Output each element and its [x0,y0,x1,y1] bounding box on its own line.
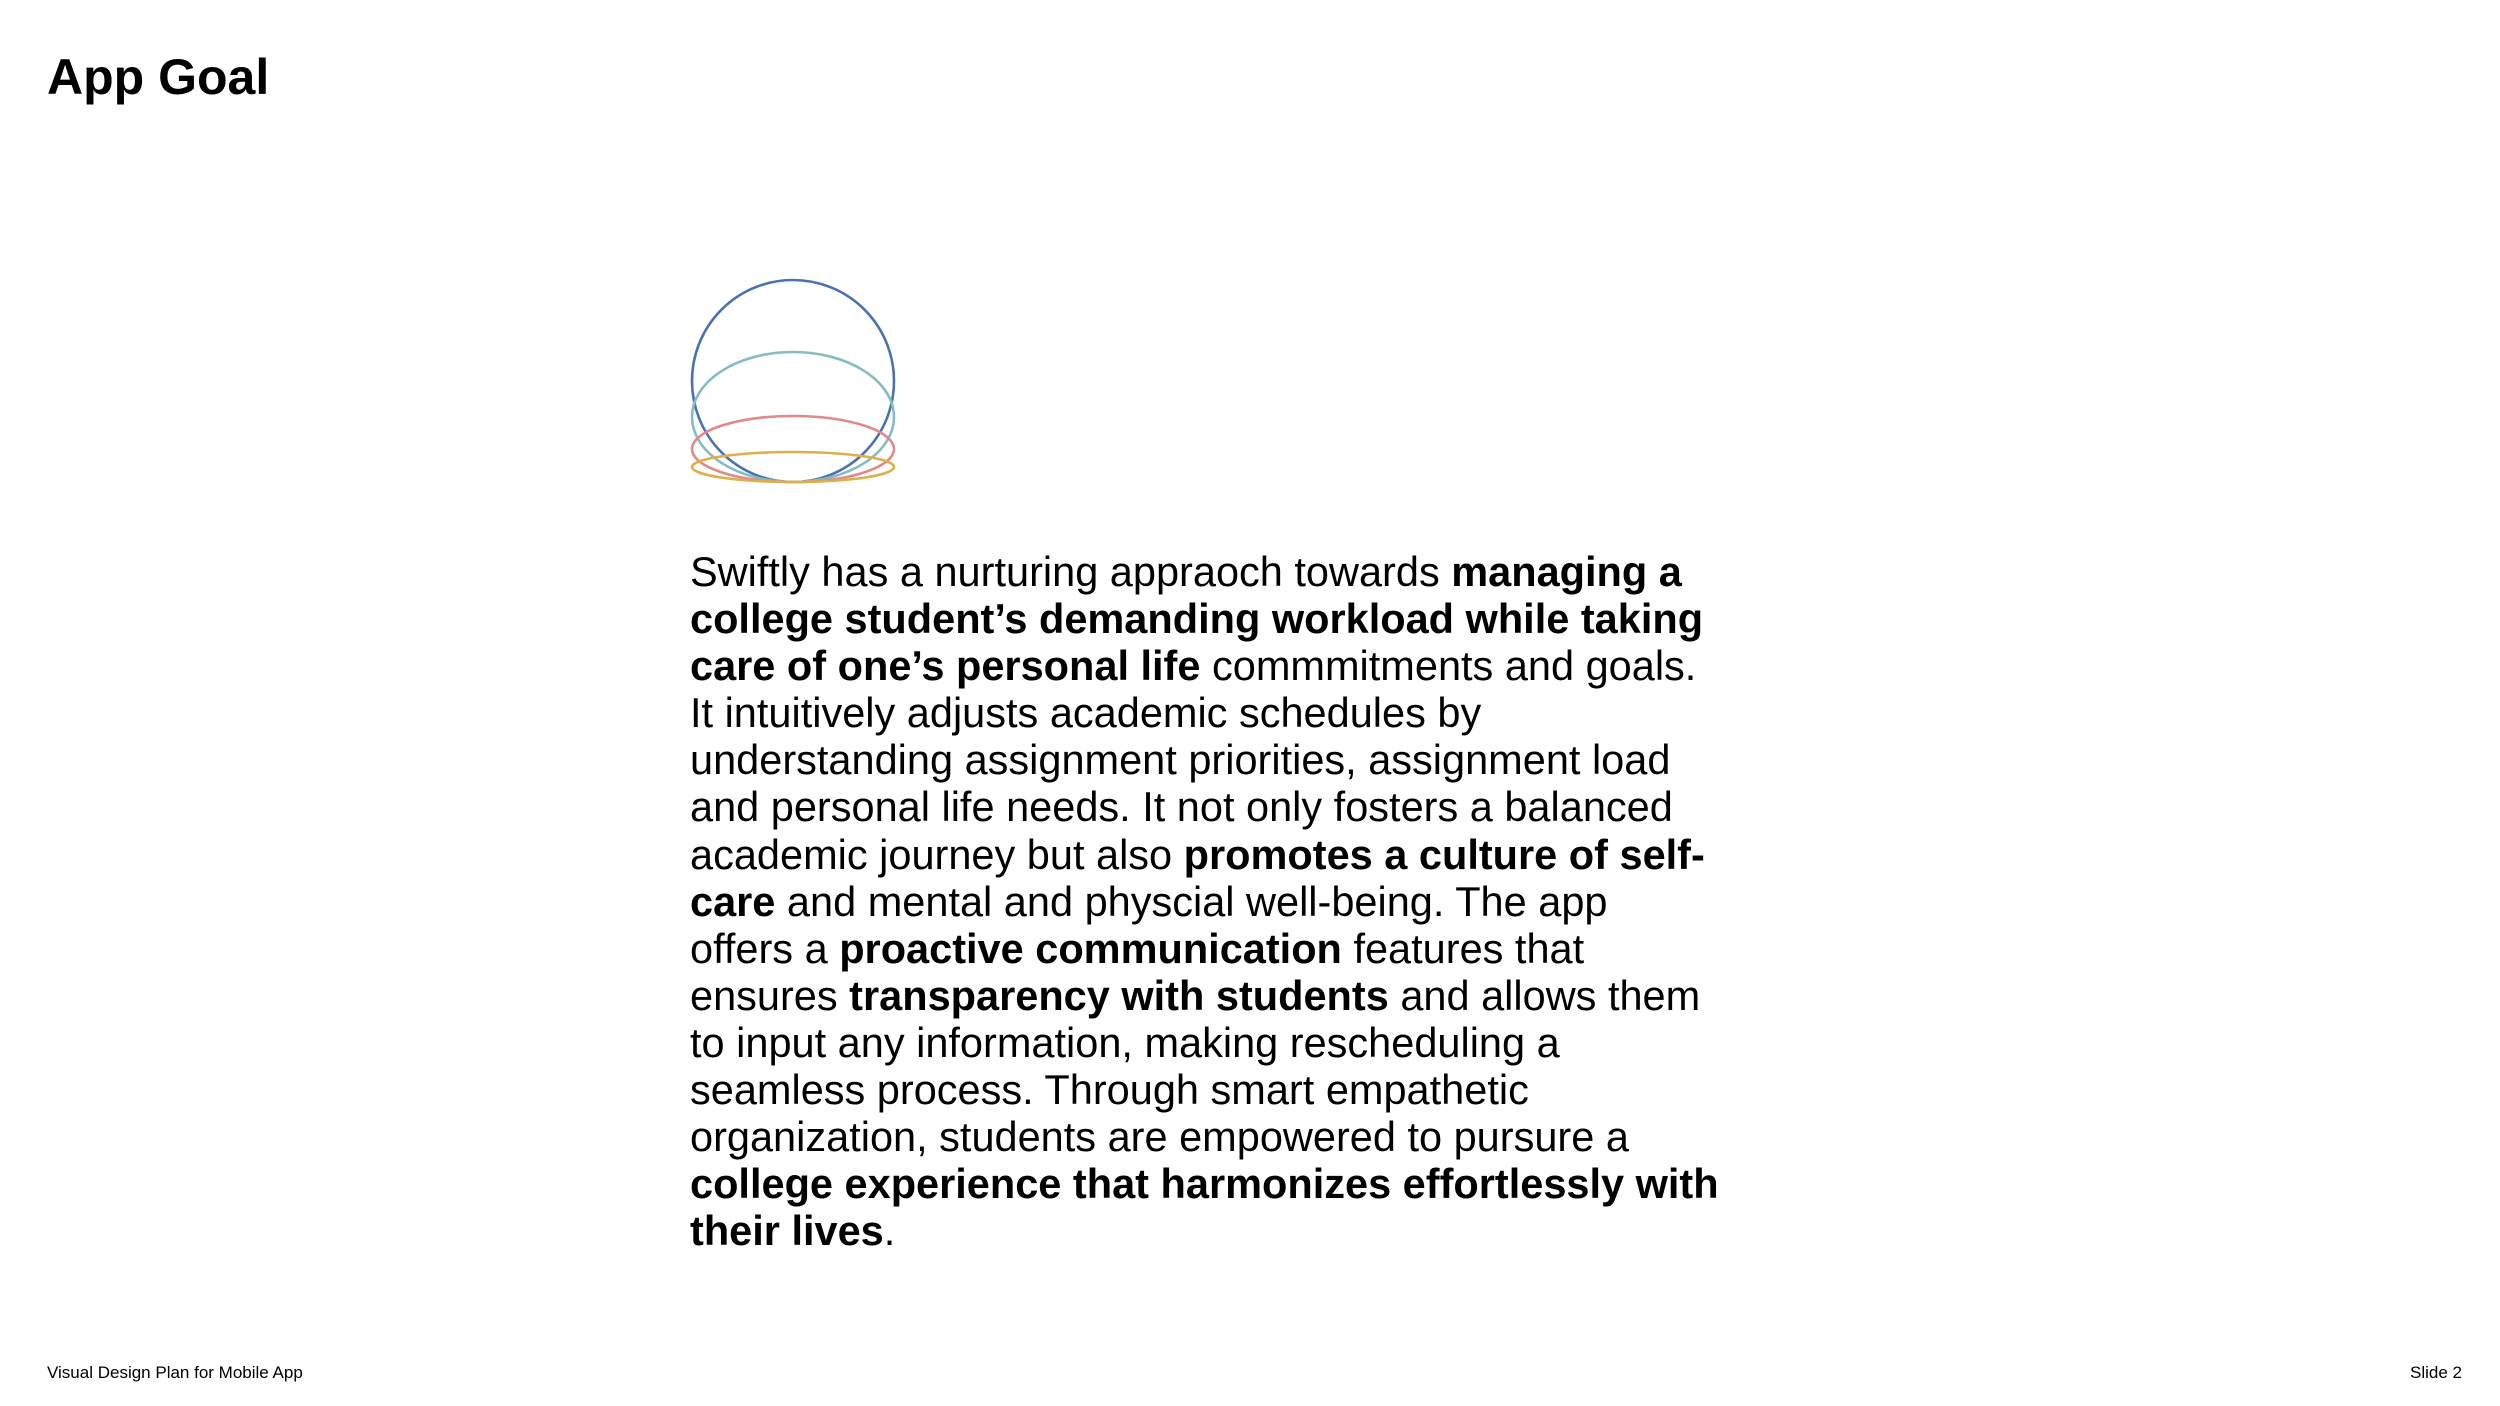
footer-slide-number: Slide 2 [2410,1363,2462,1382]
concentric-ellipses-logo-icon [688,278,898,488]
app-goal-paragraph [690,548,1720,1254]
footer-presentation-title: Visual Design Plan for Mobile App [47,1363,303,1382]
text-segment: features that ensures [690,924,1585,1019]
text-segment: Swiftly has a nurturing appraoch towards [690,548,1452,595]
text-segment: and mental and physcial well-being. The app offers a [690,877,1608,972]
text-segment-emphasis: transparency with students [849,971,1389,1019]
text-segment-emphasis: proactive communication [839,924,1342,972]
text-segment: and allows them to input any information, making rescheduling a seamless process. Through smart empathetic organization, students are empowered to pursure a [690,971,1701,1161]
text-segment: . [883,1207,896,1255]
logo-ellipse-gold [692,452,894,482]
logo-ellipse-pink [692,416,894,482]
text-segment: commmitments and goals. It intuitively adjusts academic schedules by understanding assignment priorities, assignment load and personal life needs. It not only fosters a balanced academic journey but also [690,642,1697,878]
slide-title: App Goal [47,49,270,105]
text-segment-emphasis: college experience that harmonizes effortlessly with their lives [690,1160,1719,1255]
text-segment-emphasis: promotes a culture of self-care [690,830,1705,925]
text-segment-emphasis: managing a college student’s demanding workload while taking care of one’s personal life [690,548,1704,690]
